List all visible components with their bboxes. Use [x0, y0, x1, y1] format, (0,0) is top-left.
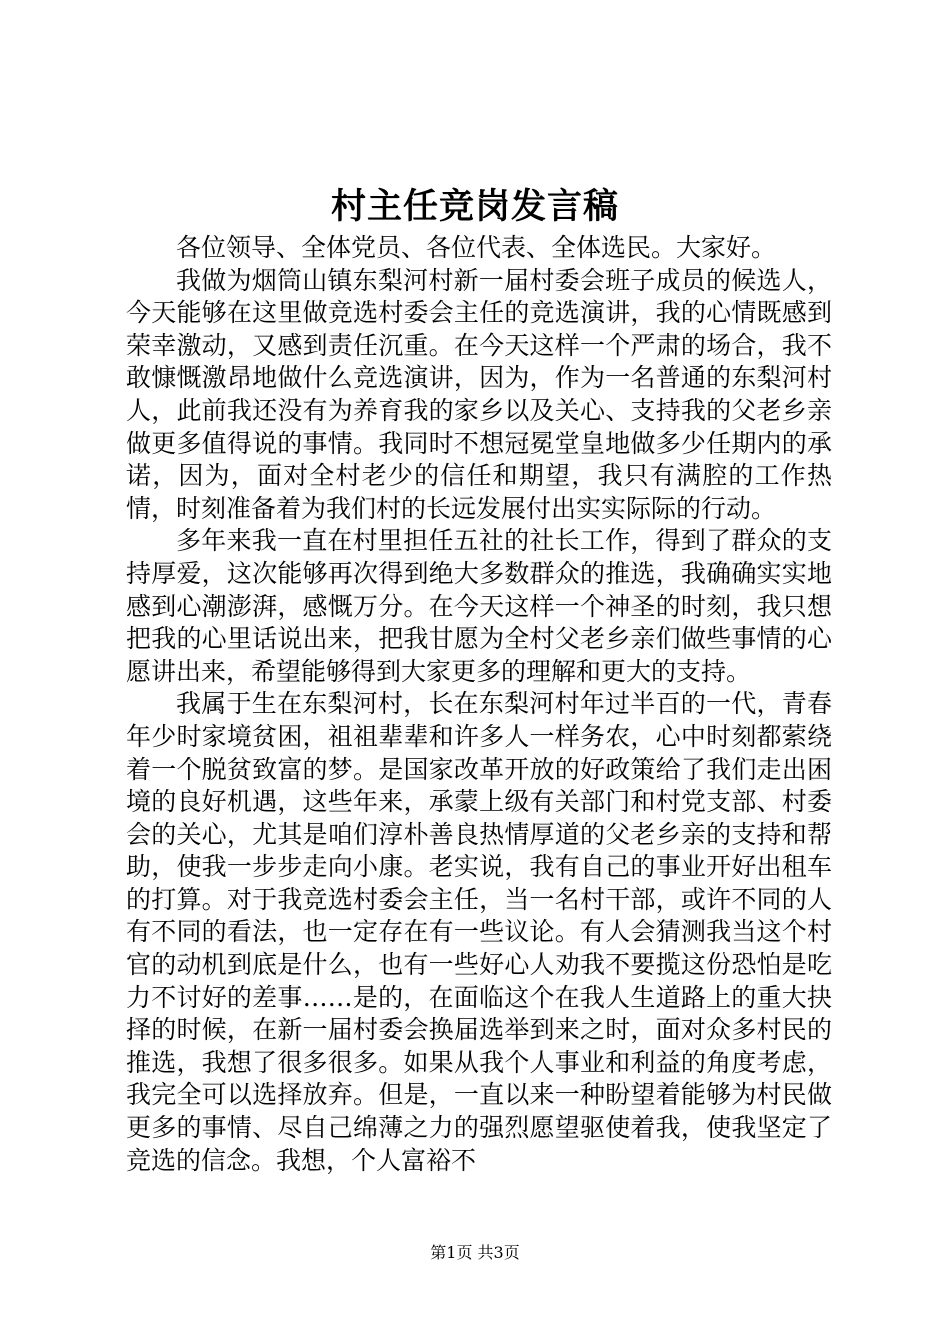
paragraph-introduction: 我做为烟筒山镇东梨河村新一届村委会班子成员的候选人，今天能够在这里做竞选村委会主任的竞选演讲，我的心情既感到荣幸激动，又感到责任沉重。在今天这样一个严肃的场合，我不敢慷慨激昂地做什么竞选演讲，因为，作为一名普通的东梨河村人，此前我还没有为养育我的家乡以及关心、支持我的父老乡亲做更多值得说的事情。我同时不想冠冕堂皇地做多少任期内的承诺，因为，面对全村老少的信任和期望，我只有满腔的工作热情，时刻准备着为我们村的长远发展付出实实际际的行动。	[126, 265, 832, 523]
page-number: 第1页 共3页	[430, 1243, 520, 1262]
document-title: 村主任竞岗发言稿	[330, 186, 619, 227]
document-body	[126, 232, 832, 1177]
paragraph-background: 我属于生在东梨河村，长在东梨河村年过半百的一代，青春年少时家境贫困，祖祖辈辈和许多人一样务农，心中时刻都萦绕着一个脱贫致富的梦。是国家改革开放的好政策给了我们走出困境的良好机遇，这些年来，承蒙上级有关部门和村党支部、村委会的关心，尤其是咱们淳朴善良热情厚道的父老乡亲的支持和帮助，使我一步步走向小康。老实说，我有自己的事业开好出租车的打算。对于我竞选村委会主任，当一名村干部，或许不同的人有不同的看法，也一定存在有一些议论。有人会猜测我当这个村官的动机到底是什么，也有一些好心人劝我不要揽这份恐怕是吃力不讨好的差事……是的，在面临这个在我人生道路上的重大抉择的时候，在新一届村委会换届选举到来之时，面对众多村民的推选，我想了很多很多。如果从我个人事业和利益的角度考虑，我完全可以选择放弃。但是，一直以来一种盼望着能够为村民做更多的事情、尽自己绵薄之力的强烈愿望驱使着我，使我坚定了竞选的信念。我想，个人富裕不	[126, 689, 832, 1175]
paragraph-greeting: 各位领导、全体党员、各位代表、全体选民。大家好。	[176, 233, 777, 262]
paragraph-experience: 多年来我一直在村里担任五社的社长工作，得到了群众的支持厚爱，这次能够再次得到绝大多数群众的推选，我确确实实地感到心潮澎湃，感慨万分。在今天这样一个神圣的时刻，我只想把我的心里话说出来，把我甘愿为全村父老乡亲们做些事情的心愿讲出来，希望能够得到大家更多的理解和更大的支持。	[126, 526, 832, 686]
